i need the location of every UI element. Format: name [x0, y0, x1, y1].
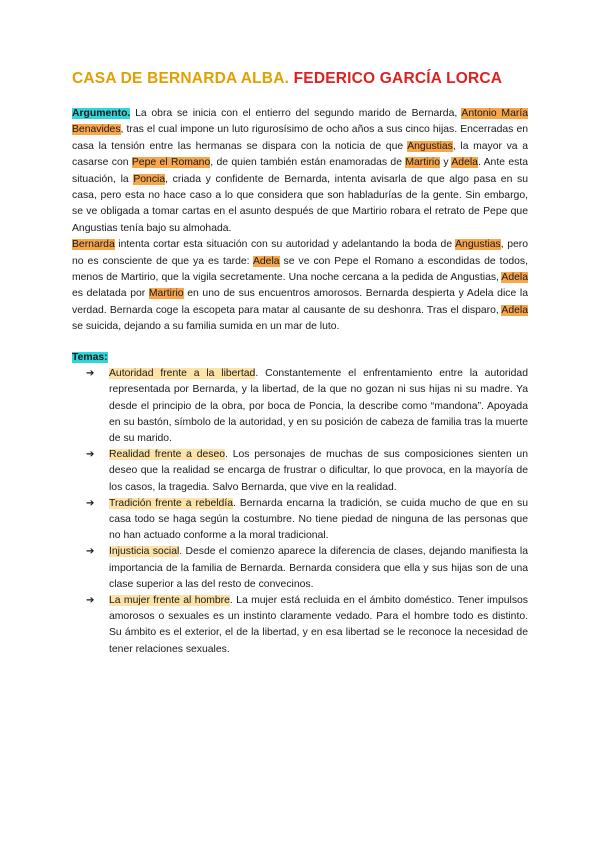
highlighted-name: Angustias — [455, 239, 501, 251]
tema-text: . Los personajes de muchas de sus composiciones sienten un deseo que la realidad se encarga de frustrar o dificultar, lo que provoca, en la mayoría de los casos, la tragedia. Salvo Bernarda, que vive en la realidad. — [109, 449, 528, 493]
tema-text: . Desde el comienzo aparece la diferencia de clases, dejando manifiesta la importancia de la familia de Bernarda. Bernarda considera que ella y sus hijas son de una clase superior a las del resto de convecinos. — [109, 546, 528, 590]
tema-title: Injusticia social — [109, 546, 180, 558]
temas-list — [72, 366, 528, 658]
arrow-bullet-icon: ➔ — [86, 546, 95, 558]
document-title — [72, 70, 528, 88]
highlighted-name: Martirio — [148, 288, 184, 300]
tema-text: . Constantemente el enfrentamiento entre la autoridad representada por Bernarda, y la libertad, de la que no gozan ni sus hijas ni su madre. Ya desde el principio de la obra, por boca de Poncia, la describe como “mandona”. Apoyada en su bastón, símbolo de la autoridad, y en su posición de cabeza de familia tras la muerte de su marido. — [109, 368, 528, 444]
title-author: FEDERICO GARCÍA LORCA — [293, 70, 503, 87]
highlighted-name: Adela — [501, 304, 528, 316]
text-run: y — [440, 157, 452, 169]
highlighted-name: Bernarda — [72, 239, 115, 251]
temas-heading — [72, 350, 528, 366]
text-run: , pero no es consciente de que ya es tarde: — [72, 239, 528, 267]
text-run: en uno de sus encuentros amorosos. Bernarda despierta y Adela dice la verdad. Bernarda coge la escopeta para matar al causante de su deshonra. Tras el disparo, — [72, 288, 528, 316]
text-run: se ve con Pepe el Romano a escondidas de todos, menos de Martirio, que la vigila secretamente. Una noche cercana a la pedida de Angustias, — [72, 255, 528, 284]
argumento-paragraph-2 — [72, 237, 528, 335]
tema-item — [86, 544, 528, 593]
highlighted-name: Poncia — [133, 173, 166, 185]
arrow-bullet-icon: ➔ — [86, 594, 95, 606]
text-run: se suicida, dejando a su familia sumida en un mar de luto. — [72, 321, 340, 333]
highlighted-name: Adela — [252, 255, 280, 267]
tema-title: La mujer frente al hombre — [109, 594, 230, 606]
arrow-bullet-icon: ➔ — [86, 368, 95, 380]
text-run: , tras el cual impone un luto rigurosísimo de ocho años a sus cinco hijas. Encerradas en casa la tensión entre las hermanas se dispara con la noticia de que — [72, 124, 528, 152]
tema-title: Tradición frente a rebeldía — [109, 497, 234, 509]
tema-item — [86, 366, 528, 447]
text-run: , criada y confidente de Bernarda, intenta avisarla de que algo pasa en su casa, pero esta no hace caso a lo que considera que son habladurías de la gente. Sin embargo, se ve obligada a tomar cartas en el asunto después de que Martirio robara el retrato de Pepe que Angustias tenía bajo su almohada. — [72, 173, 529, 234]
tema-item — [86, 496, 528, 545]
text-run: intenta cortar esta situación con su autoridad y adelantando la boda de — [114, 239, 456, 251]
argumento-label: Argumento. — [72, 108, 131, 119]
title-work: CASA DE BERNARDA ALBA. — [72, 70, 294, 87]
arrow-bullet-icon: ➔ — [86, 497, 95, 509]
text-run: , la mayor va a casarse con — [72, 140, 528, 169]
highlighted-name: Adela — [501, 272, 528, 284]
tema-text: . Bernarda encarna la tradición, se cuida mucho de que en su casa todo se haga según la costumbre. No tiene piedad de ninguna de las personas que no han actuado conforme a la moral tradicional. — [109, 497, 528, 542]
tema-title: Realidad frente a deseo — [109, 449, 226, 461]
document-page — [72, 70, 528, 658]
text-run: es delatada por — [72, 288, 149, 300]
highlighted-name: Antonio María Benavides — [72, 108, 528, 136]
tema-item — [86, 593, 528, 658]
highlighted-name: Adela — [451, 157, 478, 169]
highlighted-name: Angustias — [407, 140, 453, 152]
tema-title: Autoridad frente a la libertad — [109, 368, 256, 380]
highlighted-name: Pepe el Romano — [131, 157, 211, 169]
temas-label: Temas: — [72, 351, 108, 363]
text-run: , de quien también están enamoradas de — [210, 157, 406, 169]
argumento-paragraph-1 — [72, 106, 528, 237]
highlighted-name: Martirio — [405, 157, 440, 169]
tema-text: . La mujer está recluida en el ámbito doméstico. Tener impulsos amorosos o sexuales es un instinto claramente vedado. Para el hombre todo es distinto. Su ámbito es el exterior, el de la libertad, y en esa libertad se le reconoce la necesidad de tener relaciones sexuales. — [109, 594, 528, 655]
text-run: . Ante esta situación, la — [72, 157, 528, 185]
text-run: La obra se inicia con el entierro del segundo marido de Bernarda, — [130, 108, 462, 119]
arrow-bullet-icon: ➔ — [86, 449, 95, 461]
tema-item — [86, 447, 528, 496]
